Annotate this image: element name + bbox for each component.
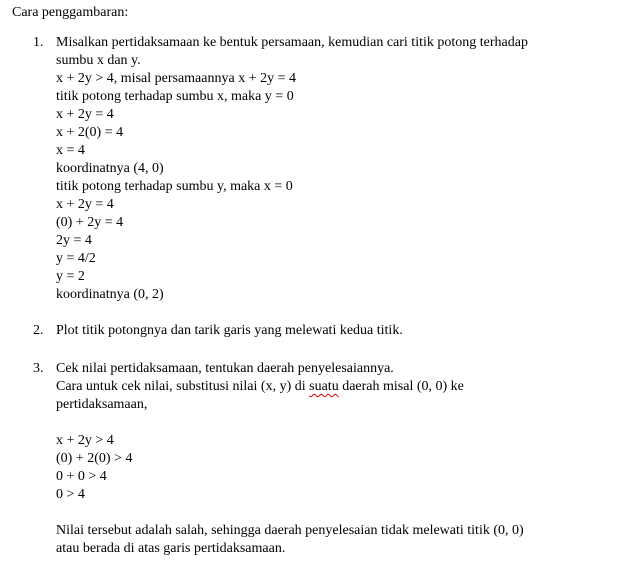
step-1-line: Misalkan pertidaksamaan ke bentuk persamaan, kemudian cari titik potong terhadap (56, 35, 528, 50)
step-1-line: y = 4/2 (56, 251, 96, 266)
step-3-line: x + 2y > 4 (56, 433, 114, 448)
step-1-line: titik potong terhadap sumbu y, maka x = 0 (56, 179, 293, 194)
step-1-line: 2y = 4 (56, 233, 92, 248)
step-3-line: Cek nilai pertidaksamaan, tentukan daerah penyelesaiannya. (56, 361, 394, 376)
step-2-line: Plot titik potongnya dan tarik garis yang melewati kedua titik. (56, 323, 403, 338)
step-1-line: (0) + 2y = 4 (56, 215, 124, 230)
step-1-line: x = 4 (56, 143, 85, 158)
spellcheck-word: suatu (309, 379, 339, 394)
step-3-line: pertidaksamaan, (56, 397, 148, 412)
step-3-line: Nilai tersebut adalah salah, sehingga daerah penyelesaian tidak melewati titik (0, 0) (56, 523, 524, 538)
step-1-line: x + 2y = 4 (56, 107, 114, 122)
step-3-line: 0 > 4 (56, 487, 85, 502)
step-1-line: titik potong terhadap sumbu x, maka y = 0 (56, 89, 294, 104)
step-3-text: Cara untuk cek nilai, substitusi nilai (x, y) di (56, 379, 306, 394)
step-3-line (56, 378, 464, 396)
step-1-line: y = 2 (56, 269, 85, 284)
step-3-text: daerah misal (0, 0) ke (342, 379, 464, 394)
step-3-line: atau berada di atas garis pertidaksamaan. (56, 541, 286, 556)
step-1-line: koordinatnya (4, 0) (56, 161, 164, 176)
step-3-line: (0) + 2(0) > 4 (56, 451, 133, 466)
step-1-line: x + 2(0) = 4 (56, 125, 124, 140)
step-1-line: koordinatnya (0, 2) (56, 287, 164, 302)
step-1-line: x + 2y = 4 (56, 197, 114, 212)
step-1-line: x + 2y > 4, misal persamaannya x + 2y = 4 (56, 71, 296, 86)
step-3-number: 3. (33, 361, 44, 376)
step-1-line: sumbu x dan y. (56, 53, 141, 68)
heading: Cara penggambaran: (12, 5, 129, 20)
step-3-line: 0 + 0 > 4 (56, 469, 107, 484)
step-1-number: 1. (33, 35, 44, 50)
step-2-number: 2. (33, 323, 44, 338)
